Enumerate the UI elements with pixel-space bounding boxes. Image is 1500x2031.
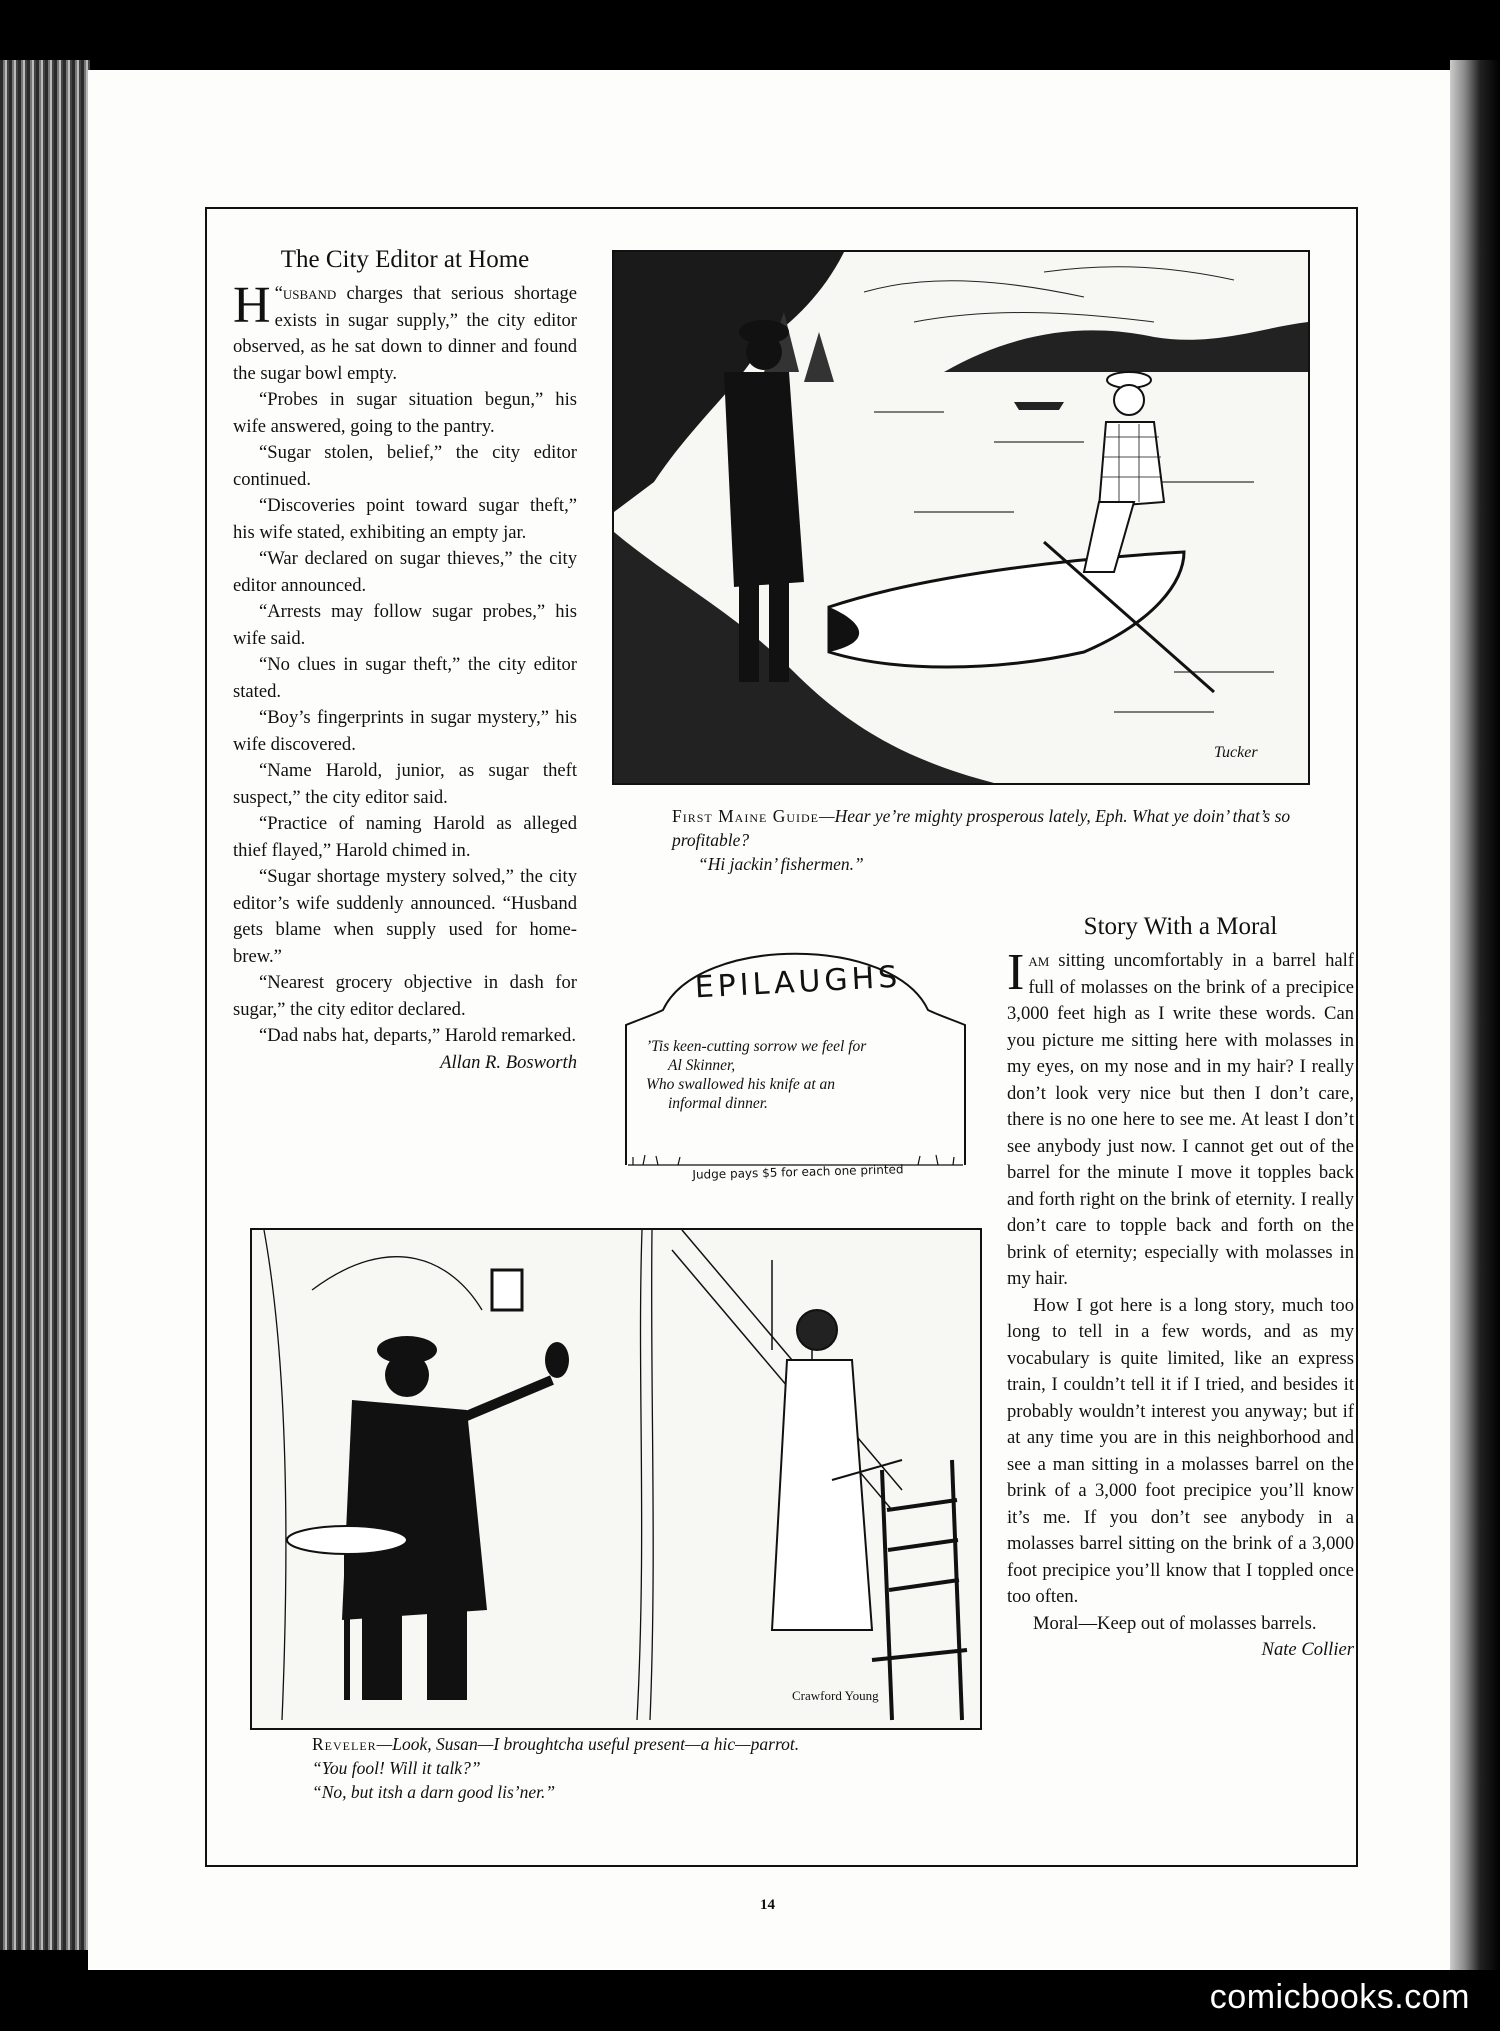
reveler-artist-signature: Crawford Young [792,1688,879,1703]
watermark: comicbooks.com [1209,1978,1470,2016]
maine-guide-cartoon [612,250,1310,785]
verse-line-2: Al Skinner, [668,1057,736,1074]
city-editor-paragraph: “Sugar stolen, belief,” the city editor continued. [233,442,577,490]
book-page-edges [0,60,90,1950]
story-moral-second-paragraph: How I got here is a long story, much too long to tell in a few words, and as my vocabulary is quite limited, like an express train, I couldn’t tell it if I tried, and besides it probably wouldn’t interest you anyway; but if at any time you are in this neighborhood and see a man sitting in a molasses barrel on the brink of a 3,000 foot precipice you’ll know it’s me. If you don’t see anybody in a molasses barrel sitting on the brink of a 3,000 foot precipice you’ll know that I toppled once too often. [1007,1294,1354,1607]
city-editor-paragraph: “Discoveries point toward sugar theft,” his wife stated, exhibiting an empty jar. [233,495,577,543]
city-editor-paragraph: “Boy’s fingerprints in sugar mystery,” his wife discovered. [233,707,577,755]
maine-artist-signature: Tucker [1214,744,1258,761]
city-editor-author: Allan R. Bosworth [440,1051,577,1073]
reveler-illustration [252,1230,980,1728]
last-paragraph-text: “Dad nabs hat, departs,” Harold remarked. [259,1025,576,1046]
city-editor-paragraph: “Sugar shortage mystery solved,” the city editor’s wife suddenly announced. “Husband gets blame when supply used for home-brew.” [233,866,577,967]
reveler-caption-line1: —Look, Susan—I broughtcha useful present—a hic—parrot. [376,1734,800,1754]
dropcap-i: I [1007,944,1025,1001]
city-editor-paragraph: “Practice of naming Harold as alleged thief flayed,” Harold chimed in. [233,813,577,861]
story-moral-title: Story With a Moral [1083,913,1278,940]
story-moral-author: Nate Collier [1261,1639,1354,1660]
maine-caption-line2: “Hi jackin’ fishermen.” [698,854,864,874]
city-editor-paragraph: “Probes in sugar situation begun,” his wife answered, going to the pantry. [233,389,577,437]
first-word-smallcaps: am [1028,950,1050,971]
verse-line-3: Who swallowed his knife at an [646,1076,836,1093]
reveler-speaker: Reveler [312,1734,377,1754]
verse-line-1: ’Tis keen-cutting sorrow we feel for [646,1038,867,1055]
page-number: 14 [760,1897,775,1913]
verse-line-4: informal dinner. [668,1095,768,1112]
first-paragraph-text: charges that serious shortage exists in sugar supply,” the city editor observed, as he sat down to dinner and found the sugar bowl empty. [233,283,577,384]
reveler-caption [312,1732,992,1804]
epilaughs-heading: EPILAUGHS [693,959,903,1006]
reveler-cartoon [250,1228,982,1730]
open-quote: “ [274,283,283,304]
city-editor-paragraph: “War declared on sugar thieves,” the city editor announced. [233,548,577,596]
epilaughs-verse [646,1037,956,1113]
reveler-caption-line3: “No, but itsh a darn good lis’ner.” [312,1782,556,1802]
city-editor-paragraph: “Nearest grocery objective in dash for sugar,” the city editor declared. [233,972,577,1020]
epilaughs-box [618,925,973,1187]
story-moral-first-paragraph [1007,944,1354,1293]
city-editor-first-paragraph [233,277,577,387]
city-editor-paragraph: “Arrests may follow sugar probes,” his wife said. [233,601,577,649]
city-editor-paragraph: “No clues in sugar theft,” the city editor stated. [233,654,577,702]
maine-guide-caption [672,804,1312,876]
epilaughs-footer: Judge pays $5 for each one printed [692,1162,904,1182]
first-word-smallcaps: usband [282,283,337,304]
city-editor-title: The City Editor at Home [280,246,530,273]
moral-text: Moral—Keep out of molasses barrels. [1033,1612,1317,1634]
city-editor-article [233,245,577,1076]
city-editor-paragraph: “Name Harold, junior, as sugar theft suspect,” the city editor said. [233,760,577,808]
maine-caption-line1: —Hear ye’re mighty prosperous lately, Eph. What ye doin’ that’s so profitable? [672,806,1291,850]
story-moral-article [1007,912,1354,1664]
story-moral-closing [1007,1611,1354,1660]
story-first-text: sitting uncomfortably in a barrel half full of molasses on the brink of a precipice 3,000 feet high as I write these words. Can you picture me sitting here with molasses in my eyes, on my nose and in my hair? I really don’t look very nice but then I don’t care, there is no one here to see me. At least I don’t see anybody just now. I cannot get out of the barrel for the minute I move it topples back and forth right on the brink of eternity. I really don’t care to topple back and forth on the brink of eternity; especially with molasses in my hair. [1007,950,1354,1289]
city-editor-last-paragraph [233,1023,577,1073]
maine-speaker: First Maine Guide [672,806,820,826]
book-spine [1450,60,1500,1970]
maine-guide-illustration [614,252,1308,783]
reveler-caption-line2: “You fool! Will it talk?” [312,1758,481,1778]
dropcap-h: H [233,277,271,334]
